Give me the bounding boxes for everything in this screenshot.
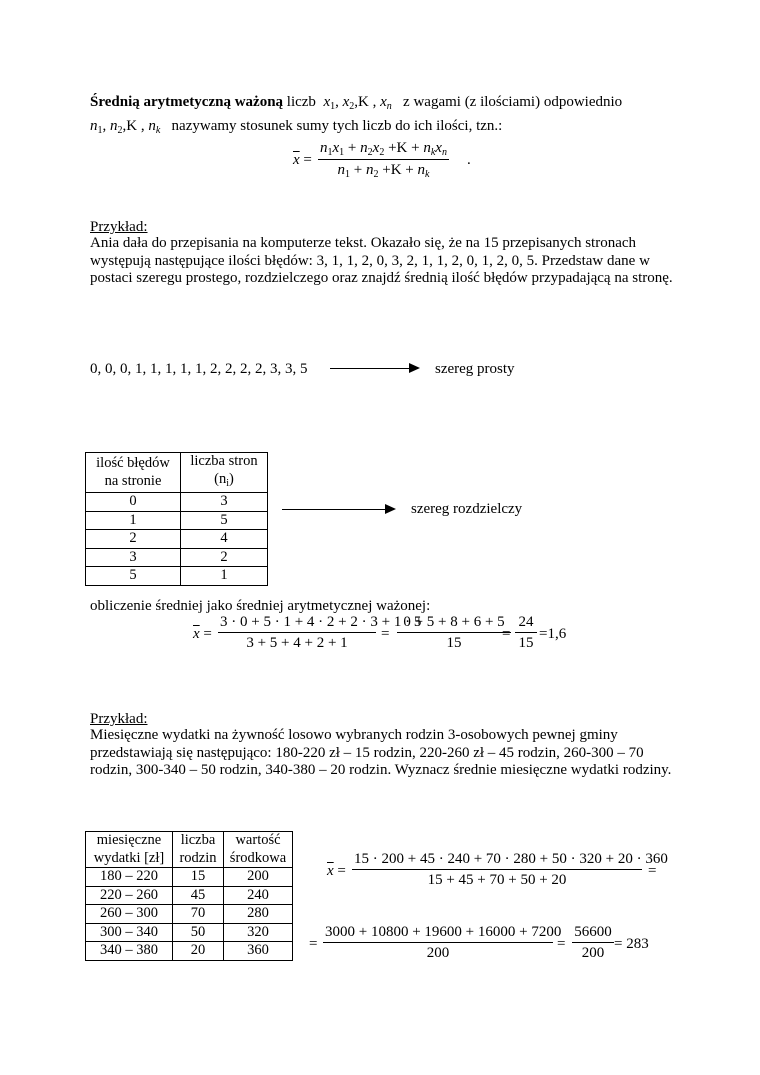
definition-formula-fraction [318, 140, 449, 180]
example2-heading: Przykład: [90, 711, 148, 727]
expenses-mean-lhs: $\overline{x}$ = [327, 863, 346, 879]
expenses-result: = 283 [614, 936, 649, 952]
arrow-right-icon [330, 368, 418, 369]
definition-formula-numerator: $n_1x_1 + n_2x_2 +K + n_kx_n$ [320, 140, 447, 158]
mean-result: =1,6 [539, 626, 567, 642]
table-row: 2 4 [86, 530, 268, 549]
expenses-fraction-1: $\frac{15 \cdot 200 + 45 \cdot 240 + 70 \cdot 280 + 50 \cdot 320 + 20 \cdot 360}{15 + 45 + 70 + 50 + 20}$ [354, 851, 668, 888]
header-errors: ilość błędów na stronie [86, 453, 181, 493]
header-midpoint: wartość środkowa [224, 832, 293, 868]
header-families: liczba rodzin [173, 832, 224, 868]
mean-formula-lhs: $\overline{x}$ = [193, 626, 212, 642]
calc-caption: obliczenie średniej jako średniej arytmetycznej ważonej: [90, 598, 431, 614]
example1-text: Ania dała do przepisania na komputerze tekst. Okazało się, że na 15 przepisanych stronach występują następujące ilości błędów: 3, 1, 1, 2, 0, 3, 2, 1, 1, 2, 0, 1, 2, 0, 5. Przedstaw dane w postaci szeregu prostego, rozdzielczego oraz znajdź średnią ilość błędów przypadającą na stronę. [90, 235, 673, 286]
definition-line-2: $n_1$, $n_2,K$ , $n_k$ nazywamy stosunek sumy tych liczb do ich ilości, tzn.: [90, 118, 503, 136]
expenses-fraction-2: $\frac{3000 + 10800 + 19600 + 16000 + 7200}{200}$ [325, 924, 562, 961]
header-pages: liczba stron $(n_i)$ [181, 453, 268, 493]
mean-fraction-2: $\frac{0 + 5 + 8 + 6 + 5}{15}$ [397, 614, 511, 652]
table-row: 0 3 [86, 493, 268, 512]
arrow-right-icon [282, 509, 394, 510]
mean-fraction-3: $\frac{24}{15}$ [515, 614, 537, 652]
table-row: 220 – 260 45 240 [86, 886, 293, 905]
table-header-row [86, 832, 293, 868]
table-row: 1 5 [86, 511, 268, 530]
example2-text: Miesięczne wydatki na żywność losowo wybranych rodzin 3-osobowych pewnej gminy przedstawiają się następująco: 180-220 zł – 15 rodzin, 220-260 zł – 45 rodzin, 260-300 – 70 rodzin, 300-340 – 50 rodzin, 340-380 – 20 rodzin. Wyznacz średnie miesięczne wydatki rodziny. [90, 727, 672, 778]
table-row: 180 – 220 15 200 [86, 868, 293, 887]
example1-heading: Przykład: [90, 219, 148, 235]
definition-term: Średnią arytmetyczną ważoną [90, 94, 284, 110]
definition-formula-period: . [467, 152, 471, 168]
expenses-fraction-3: $\frac{56600}{200}$ [572, 924, 614, 962]
table-row: 3 2 [86, 548, 268, 567]
expenses-table [85, 831, 293, 961]
header-expenses: miesięczne wydatki [zł] [86, 832, 173, 868]
distribution-table-errors [85, 452, 268, 586]
simple-series-values: 0, 0, 0, 1, 1, 1, 1, 1, 2, 2, 2, 2, 3, 3, 5 [90, 361, 308, 377]
definition-line-1: Średnią arytmetyczną ważoną liczb $x_1$, $x_2,K$ , $x_n$ z wagami (z ilościami) odpowiednio [90, 94, 623, 112]
table-row: 5 1 [86, 567, 268, 586]
definition-formula-denominator: $n_1 + n_2 +K + n_k$ [337, 162, 430, 180]
mean-fraction-1: $\frac{3 \cdot 0 + 5 \cdot 1 + 4 \cdot 2 + 2 \cdot 3 + 1 \cdot 5}{3 + 5 + 4 + 2 + 1}$ [220, 614, 422, 651]
table-row: 300 – 340 50 320 [86, 923, 293, 942]
table-row: 260 – 300 70 280 [86, 905, 293, 924]
table-header-row [86, 453, 268, 493]
distribution-series-label: szereg rozdzielczy [411, 501, 523, 517]
simple-series-label: szereg prosty [435, 361, 515, 377]
table-row: 340 – 380 20 360 [86, 942, 293, 961]
definition-formula-lhs: $\overline{x}$ = [293, 152, 312, 168]
